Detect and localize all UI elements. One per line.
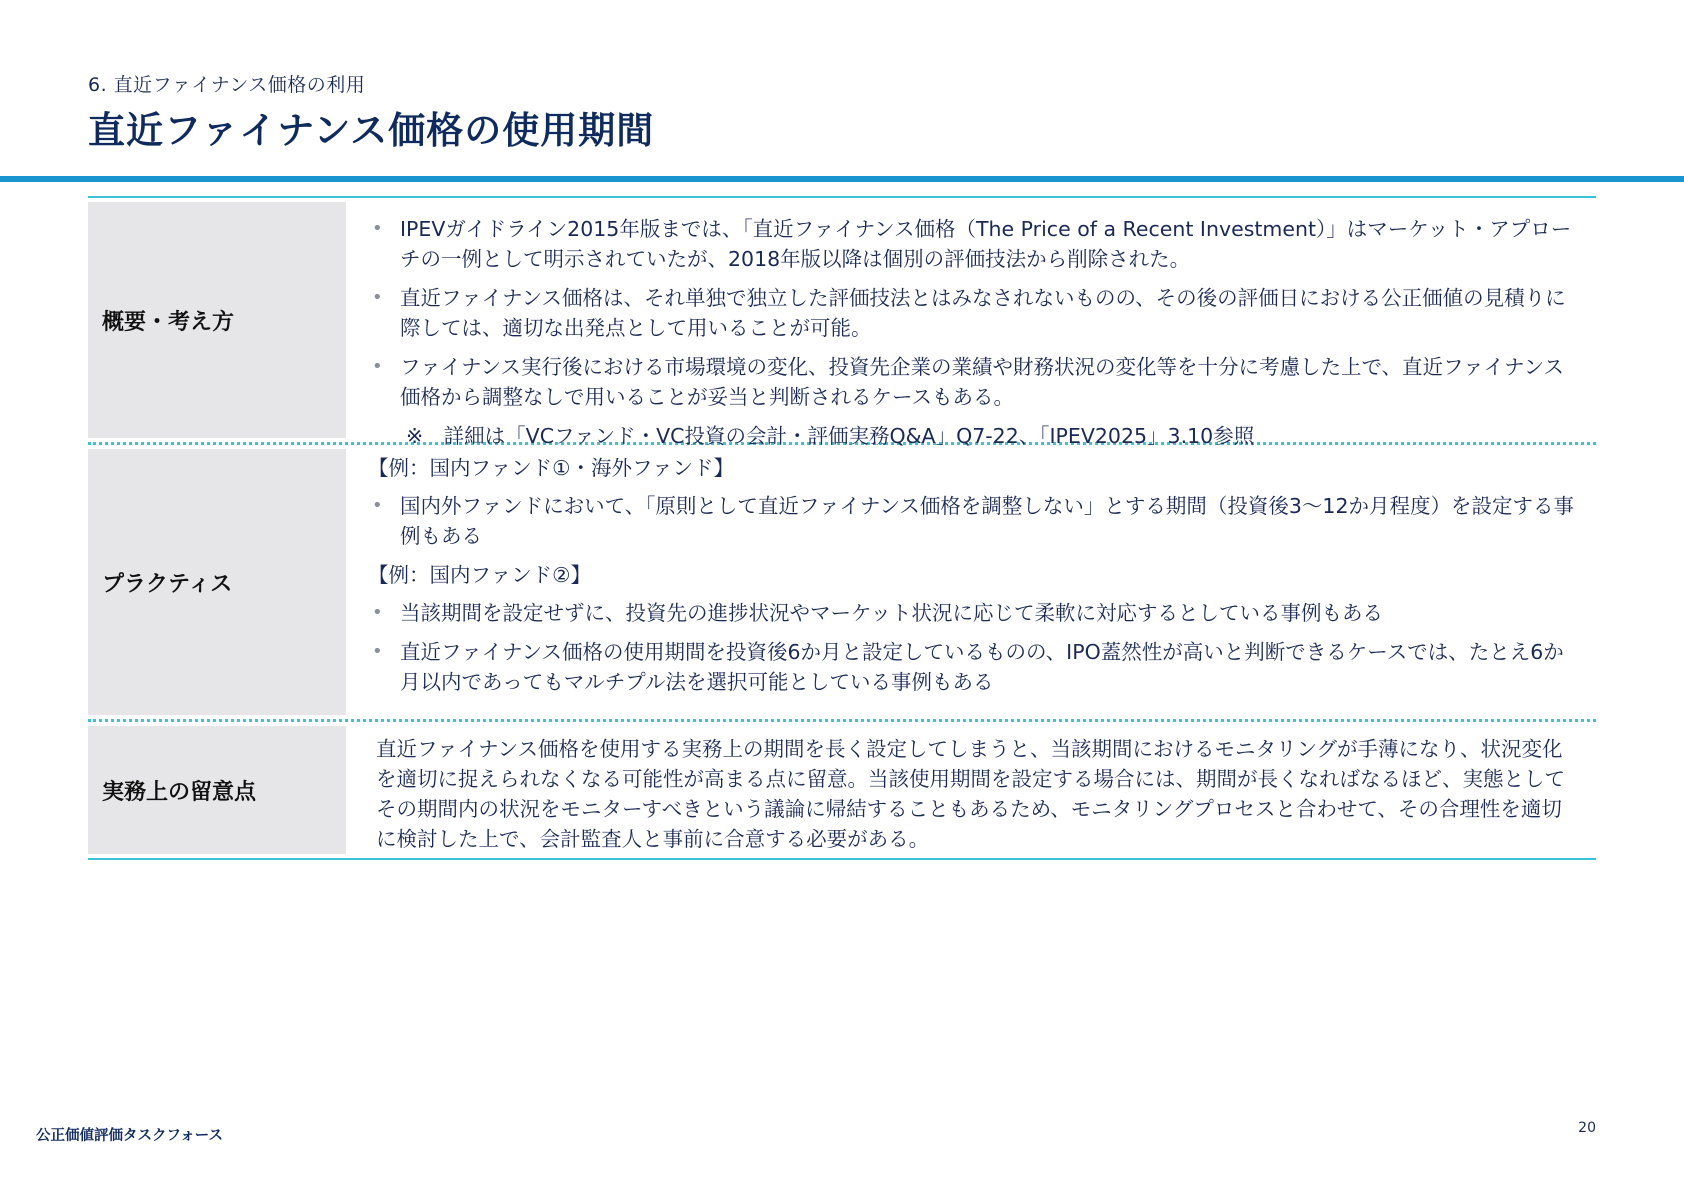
footer-organization: 公正価値評価タスクフォース: [36, 1128, 224, 1144]
table-row-considerations: [88, 719, 1596, 858]
row-label-overview: 概要・考え方: [88, 202, 346, 438]
bullet-item: • IPEVガイドライン2015年版までは、「直近ファイナンス価格（The Price of a Recent Investment）」はマーケット・アプローチの一例として明示されていたが、2018年版以降は個別の評価技法から削除された。: [372, 214, 1582, 274]
row-body-practice: [346, 445, 1596, 719]
row-body-considerations: [346, 722, 1596, 858]
row-label-practice: プラクティス: [88, 449, 346, 715]
row-label-considerations: 実務上の留意点: [88, 726, 346, 854]
bullet-item: • 直近ファイナンス価格の使用期間を投資後6か月と設定しているものの、IPO蓋然性が高いと判断できるケースでは、たとえ6か月以内であってもマルチプル法を選択可能としている事例もある: [372, 637, 1582, 697]
table-row-overview: [88, 198, 1596, 448]
section-label: 6. 直近ファイナンス価格の利用: [88, 74, 366, 96]
considerations-text: 直近ファイナンス価格を使用する実務上の期間を長く設定してしまうと、当該期間におけるモニタリングが手薄になり、状況変化を適切に捉えられなくなる可能性が高まる点に留意。当該使用期間を設定する場合には、期間が長くなればなるほど、実態としてその期間内の状況をモニターすべきという議論に帰結することもあるため、モニタリングプロセスと合わせて、その合理性を適切に検討した上で、会計監査人と事前に合意する必要がある。: [376, 737, 1565, 851]
content-table: [88, 196, 1596, 860]
bullet-item: • 当該期間を設定せずに、投資先の進捗状況やマーケット状況に応じて柔軟に対応するとしている事例もある: [372, 598, 1582, 628]
bullet-item: • 直近ファイナンス価格は、それ単独で独立した評価技法とはみなされないものの、その後の評価日における公正価値の見積りに際しては、適切な出発点として用いることが可能。: [372, 283, 1582, 343]
table-row-practice: [88, 442, 1596, 719]
bullet-item: • 国内外ファンドにおいて、「原則として直近ファイナンス価格を調整しない」とする期間（投資後3～12か月程度）を設定する事例もある: [372, 491, 1582, 551]
example-heading: 【例：国内ファンド①・海外ファンド】: [368, 456, 735, 480]
page-title: 直近ファイナンス価格の使用期間: [88, 109, 655, 152]
example-heading: 【例：国内ファンド②】: [368, 563, 591, 587]
bullet-item: • ファイナンス実行後における市場環境の変化、投資先企業の業績や財務状況の変化等を十分に考慮した上で、直近ファイナンス価格から調整なしで用いることが妥当と判断されるケースもある。: [372, 352, 1582, 412]
title-divider: [0, 176, 1684, 182]
row-body-overview: [346, 198, 1596, 448]
reference-note: ※ 詳細は「VCファンド・VC投資の会計・評価実務Q&A」Q7-22、「IPEV2025」3.10参照: [406, 424, 1255, 448]
page-number: 20: [1578, 1120, 1596, 1136]
